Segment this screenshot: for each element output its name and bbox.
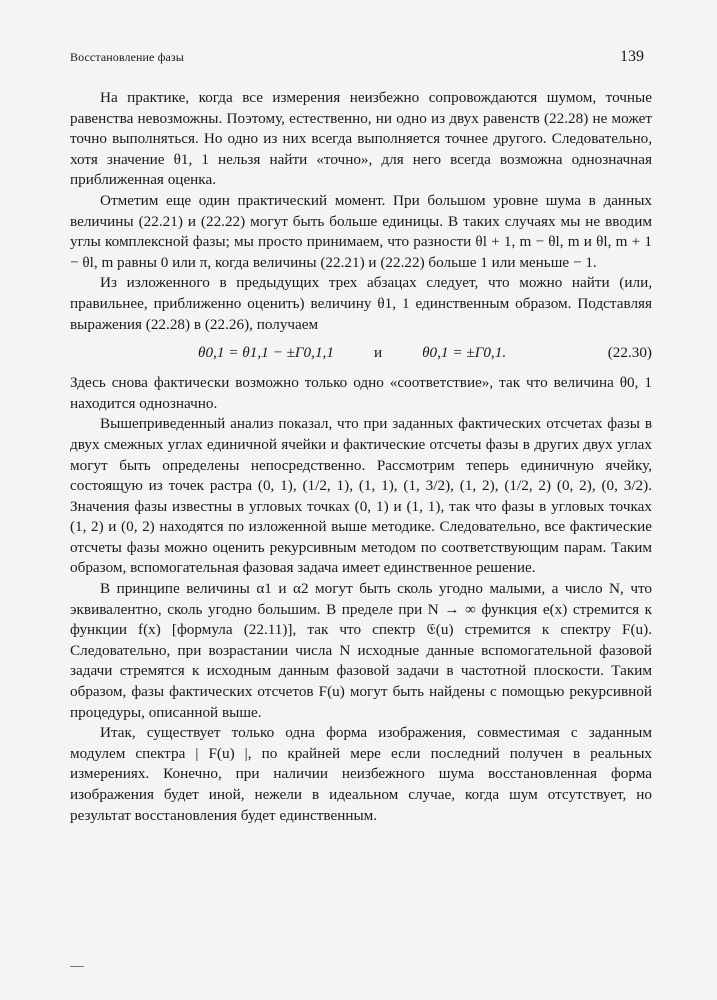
- equation-number: (22.30): [607, 343, 652, 361]
- paragraph-unique-estimate: Из изложенного в предыдущих трех абзацах следует, что можно найти (или, правильнее, приближенно оценить) величину θ1, 1 единственным образом. Подставляя выражения (22.28) в (22.26), получаем: [70, 274, 652, 333]
- body-text: [70, 88, 652, 826]
- paragraph-correspondence: Здесь снова фактически возможно только одно «соответствие», так что величина θ0, 1 находится однозначно.: [70, 374, 652, 412]
- paragraph-noise-level: Отметим еще один практический момент. При большом уровне шума в данных величины (22.21) и (22.22) могут быть больше единицы. В таких случаях мы не вводим углы комплексной фазы; мы просто принимаем, что разности θl + 1, m − θl, m и θl, m + 1 − θl, m равны 0 или π, когда величины (22.21) и (22.22) больше 1 или меньше − 1.: [70, 191, 652, 271]
- footer-mark: [70, 966, 84, 967]
- book-page: [70, 48, 652, 988]
- paragraph-unit-cell-analysis: Вышеприведенный анализ показал, что при заданных фактических отсчетах фазы в двух смежных углах единичной ячейки и фактические отсчеты фазы в других двух углах могут быть определены непосредственно. Рассмотрим теперь единичную ячейку, состоящую из точек растра (0, 1), (1/2, 1), (1, 1), (1, 3/2), (1, 2), (1/2, 2) (0, 2), (0, 3/2). Значения фазы известны в угловых точках (0, 1) и (1, 1), так что фазы в угловых точках (1, 2) и (0, 2) находятся по изложенной выше методике. Следовательно, все фактические отсчеты фазы можно оценить рекурсивным методом по соответствующим парам. Таким образом, вспомогательная фазовая задача имеет единственное решение.: [70, 415, 652, 577]
- paragraph-conclusion: Итак, существует только одна форма изображения, совместимая с заданным модулем спектра | F(u) |, по крайней мере если последний получен в реальных измерениях. Конечно, при наличии неизбежного шума восстановленная форма изображения будет иной, нежели в идеальном случае, когда шум отсутствует, но результат восстановления будет единственным.: [70, 724, 652, 824]
- equation-separator: и: [373, 343, 383, 361]
- paragraph-noise-equalities: На практике, когда все измерения неизбежно сопровождаются шумом, точные равенства невозможны. Поэтому, естественно, ни одно из двух равенств (22.28) не может точно выполняться. Но одно из них всегда выполняется точнее другого. Следовательно, хотя значение θ1, 1 нельзя найти «точно», для него всегда возможна однозначная приближенная оценка.: [70, 89, 652, 189]
- page-header: [70, 48, 652, 74]
- paragraph-limit: В принципе величины α1 и α2 могут быть сколь угодно малыми, а число N, что эквивалентно, сколь угодно большим. В пределе при N → ∞ функция e(x) стремится к функции f(x) [формула (22.11)], так что спектр 𝔈(u) стремится к спектру F(u). Следовательно, при возрастании числа N исходные данные вспомогательной фазовой задачи стремятся к исходным данным фазовой задачи в частотной плоскости. Таким образом, фазы фактических отсчетов F(u) могут быть найдены с помощью рекурсивной процедуры, описанной выше.: [70, 580, 652, 721]
- running-head: Восстановление фазы: [70, 50, 184, 64]
- equation-lhs: θ0,1 = θ1,1 − ±Γ0,1,1: [198, 343, 334, 361]
- equation-rhs: θ0,1 = ±Γ0,1.: [422, 343, 507, 361]
- equation-22-30: [70, 337, 652, 369]
- page-number: 139: [620, 48, 644, 65]
